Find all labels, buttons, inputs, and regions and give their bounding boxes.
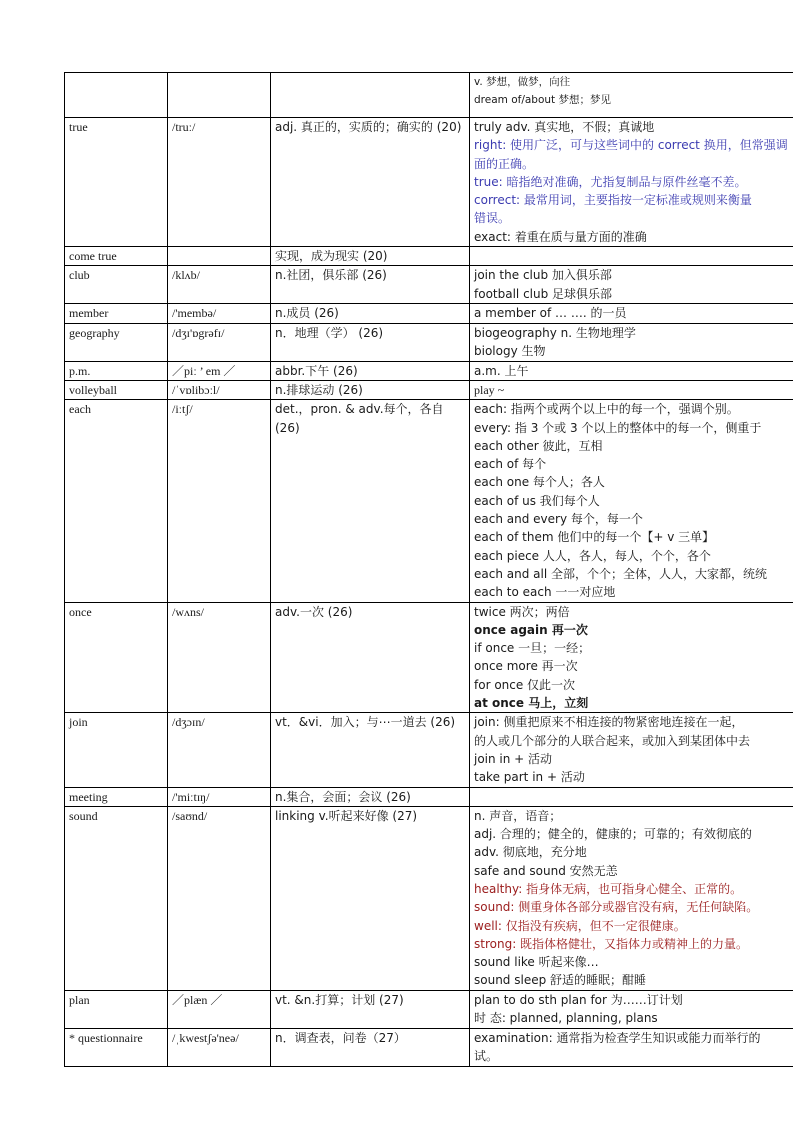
meaning-cell: adv.一次 (26) xyxy=(271,602,470,713)
word-cell: meeting xyxy=(65,787,168,806)
table-row xyxy=(65,806,793,990)
note-line: each other 彼此，互相 xyxy=(474,438,603,453)
table-row xyxy=(65,323,793,361)
notes-cell xyxy=(470,602,793,713)
note-line: true: 暗指绝对准确，尤指复制品与原件丝毫不差。 xyxy=(474,174,747,189)
note-line: correct: 最常用词，主要指按一定标准或规则来衡量 xyxy=(474,193,752,208)
phonetic-cell: ／piː ’ em ／ xyxy=(168,361,271,380)
table-row xyxy=(65,361,793,380)
notes-cell xyxy=(470,266,793,304)
note-line: join the club 加入俱乐部 xyxy=(474,268,612,283)
note-line: examination: 通常指为检查学生知识或能力而举行的 xyxy=(474,1030,761,1045)
note-line: if once 一旦；一经； xyxy=(474,641,591,656)
phonetic-cell xyxy=(168,247,271,266)
word-cell: p.m. xyxy=(65,361,168,380)
notes-cell xyxy=(470,1028,793,1066)
note-line: exact: 着重在质与量方面的准确 xyxy=(474,229,647,244)
word-cell xyxy=(65,73,168,118)
meaning-cell: det.，pron. & adv.每个，各自 (26) xyxy=(271,400,470,602)
notes-cell xyxy=(470,304,793,323)
note-line: dream of/about 梦想；梦见 xyxy=(474,94,612,107)
note-line: a member of … …. 的一员 xyxy=(474,306,627,321)
note-line: truly adv. 真实地，不假；真诚地 xyxy=(474,120,655,134)
word-cell: each xyxy=(65,400,168,602)
phonetic-cell: /truː/ xyxy=(168,118,271,247)
meaning-cell: n．调查表，问卷（27） xyxy=(271,1028,470,1066)
phonetic-cell: /dʒɔɪn/ xyxy=(168,713,271,787)
notes-cell xyxy=(470,713,793,787)
note-line: 面的正确。 xyxy=(474,156,535,171)
note-line: each and all 全部，个个；全体，人人，大家都，统统 xyxy=(474,566,767,581)
note-line: n. 声音，语音； xyxy=(474,808,562,823)
word-cell: geography xyxy=(65,323,168,361)
note-line: at once 马上，立刻 xyxy=(474,696,589,711)
note-line: biogeography n. 生物地理学 xyxy=(474,325,636,340)
note-line: each one 每个人；各人 xyxy=(474,475,605,490)
meaning-cell: n.排球运动 (26) xyxy=(271,380,470,399)
phonetic-cell: /'membə/ xyxy=(168,304,271,323)
phonetic-cell: /'miːtɪŋ/ xyxy=(168,787,271,806)
note-line: join: 侧重把原来不相连接的物紧密地连接在一起， xyxy=(474,715,744,730)
note-line: every: 指 3 个或 3 个以上的整体中的每一个，侧重于 xyxy=(474,420,762,435)
table-row xyxy=(65,1028,793,1066)
table-row xyxy=(65,380,793,399)
meaning-cell: n．地理（学） (26) xyxy=(271,323,470,361)
table-row xyxy=(65,247,793,266)
phonetic-cell: /ˌkwestʃə'neə/ xyxy=(168,1028,271,1066)
table-row xyxy=(65,602,793,713)
note-line: each: 指两个或两个以上中的每一个，强调个别。 xyxy=(474,402,739,417)
table-row xyxy=(65,266,793,304)
phonetic-cell: /saʊnd/ xyxy=(168,806,271,990)
table-row xyxy=(65,990,793,1028)
note-line: adv. 彻底地，充分地 xyxy=(474,845,587,860)
note-line: take part in + 活动 xyxy=(474,770,585,785)
phonetic-cell: ／plæn ／ xyxy=(168,990,271,1028)
note-line: right: 使用广泛，可与这些词中的 correct 换用，但常强调 xyxy=(474,138,788,153)
meaning-cell: n.集合，会面；会议 (26) xyxy=(271,787,470,806)
table-row xyxy=(65,73,793,118)
notes-cell xyxy=(470,361,793,380)
vocabulary-table xyxy=(64,72,793,1067)
notes-cell xyxy=(470,990,793,1028)
phonetic-cell: /klʌb/ xyxy=(168,266,271,304)
word-cell: * questionnaire xyxy=(65,1028,168,1066)
meaning-cell: vt. &n.打算；计划 (27) xyxy=(271,990,470,1028)
meaning-cell: vt．&vi．加入；与⋯一道去 (26) xyxy=(271,713,470,787)
word-cell: true xyxy=(65,118,168,247)
notes-cell xyxy=(470,787,793,806)
note-line: 试。 xyxy=(474,1049,499,1064)
table-row xyxy=(65,118,793,247)
phonetic-cell xyxy=(168,73,271,118)
word-cell: member xyxy=(65,304,168,323)
note-line: biology 生物 xyxy=(474,343,546,358)
notes-cell xyxy=(470,400,793,602)
meaning-cell: adj. 真正的，实质的；确实的 (20) xyxy=(271,118,470,247)
note-line: once again 再一次 xyxy=(474,622,588,637)
note-line: plan to do sth plan for 为……订计划 xyxy=(474,992,683,1007)
table-row xyxy=(65,400,793,602)
meaning-cell xyxy=(271,73,470,118)
phonetic-cell: /wʌns/ xyxy=(168,602,271,713)
word-cell: sound xyxy=(65,806,168,990)
note-line: each of them 他们中的每一个【+ v 三单】 xyxy=(474,530,715,545)
table-row xyxy=(65,304,793,323)
word-cell: once xyxy=(65,602,168,713)
note-line: each of us 我们每个人 xyxy=(474,493,600,508)
word-cell: volleyball xyxy=(65,380,168,399)
phonetic-cell: /dʒɪ'ɒgrəfɪ/ xyxy=(168,323,271,361)
table-row xyxy=(65,787,793,806)
note-line: sound like 听起来像… xyxy=(474,955,599,970)
note-line: twice 两次；两倍 xyxy=(474,604,570,619)
meaning-cell: n.社团，俱乐部 (26) xyxy=(271,266,470,304)
word-cell: plan xyxy=(65,990,168,1028)
word-cell: join xyxy=(65,713,168,787)
meaning-cell: linking v.听起来好像 (27) xyxy=(271,806,470,990)
notes-cell xyxy=(470,806,793,990)
word-cell: come true xyxy=(65,247,168,266)
note-line: healthy: 指身体无病，也可指身心健全、正常的。 xyxy=(474,881,743,896)
note-line: once more 再一次 xyxy=(474,659,578,674)
meaning-cell: n.成员 (26) xyxy=(271,304,470,323)
table-row xyxy=(65,713,793,787)
note-line: football club 足球俱乐部 xyxy=(474,286,613,301)
note-line: safe and sound 安然无恙 xyxy=(474,863,618,878)
notes-cell xyxy=(470,73,793,118)
note-line: play ~ xyxy=(474,382,505,397)
notes-cell xyxy=(470,323,793,361)
note-line: a.m. 上午 xyxy=(474,363,529,378)
note-line: each and every 每个，每一个 xyxy=(474,512,643,527)
phonetic-cell: /ˈvɒlibɔːl/ xyxy=(168,380,271,399)
notes-cell xyxy=(470,247,793,266)
notes-cell xyxy=(470,380,793,399)
note-line: well: 仅指没有疾病，但不一定很健康。 xyxy=(474,918,686,933)
note-line: 时 态: planned, planning, plans xyxy=(474,1011,658,1026)
meaning-cell: 实现，成为现实 (20) xyxy=(271,247,470,266)
note-line: sound sleep 舒适的睡眠；酣睡 xyxy=(474,973,647,988)
note-line: adj. 合理的；健全的，健康的；可靠的；有效彻底的 xyxy=(474,827,752,842)
note-line: sound: 侧重身体各部分或器官没有病，无任何缺陷。 xyxy=(474,900,759,915)
notes-cell xyxy=(470,118,793,247)
note-line: strong: 既指体格健壮，又指体力或精神上的力量。 xyxy=(474,936,749,951)
note-line: for once 仅此一次 xyxy=(474,677,576,692)
word-cell: club xyxy=(65,266,168,304)
note-line: v. 梦想，做梦，向往 xyxy=(474,76,571,88)
note-line: 错误。 xyxy=(474,211,511,226)
note-line: each of 每个 xyxy=(474,457,547,472)
note-line: join in + 活动 xyxy=(474,751,553,766)
note-line: each piece 人人，各人，每人，个个，各个 xyxy=(474,548,711,563)
phonetic-cell: /iːtʃ/ xyxy=(168,400,271,602)
note-line: 的人或几个部分的人联合起来，或加入到某团体中去 xyxy=(474,733,751,748)
meaning-cell: abbr.下午 (26) xyxy=(271,361,470,380)
note-line: each to each 一一对应地 xyxy=(474,585,616,600)
